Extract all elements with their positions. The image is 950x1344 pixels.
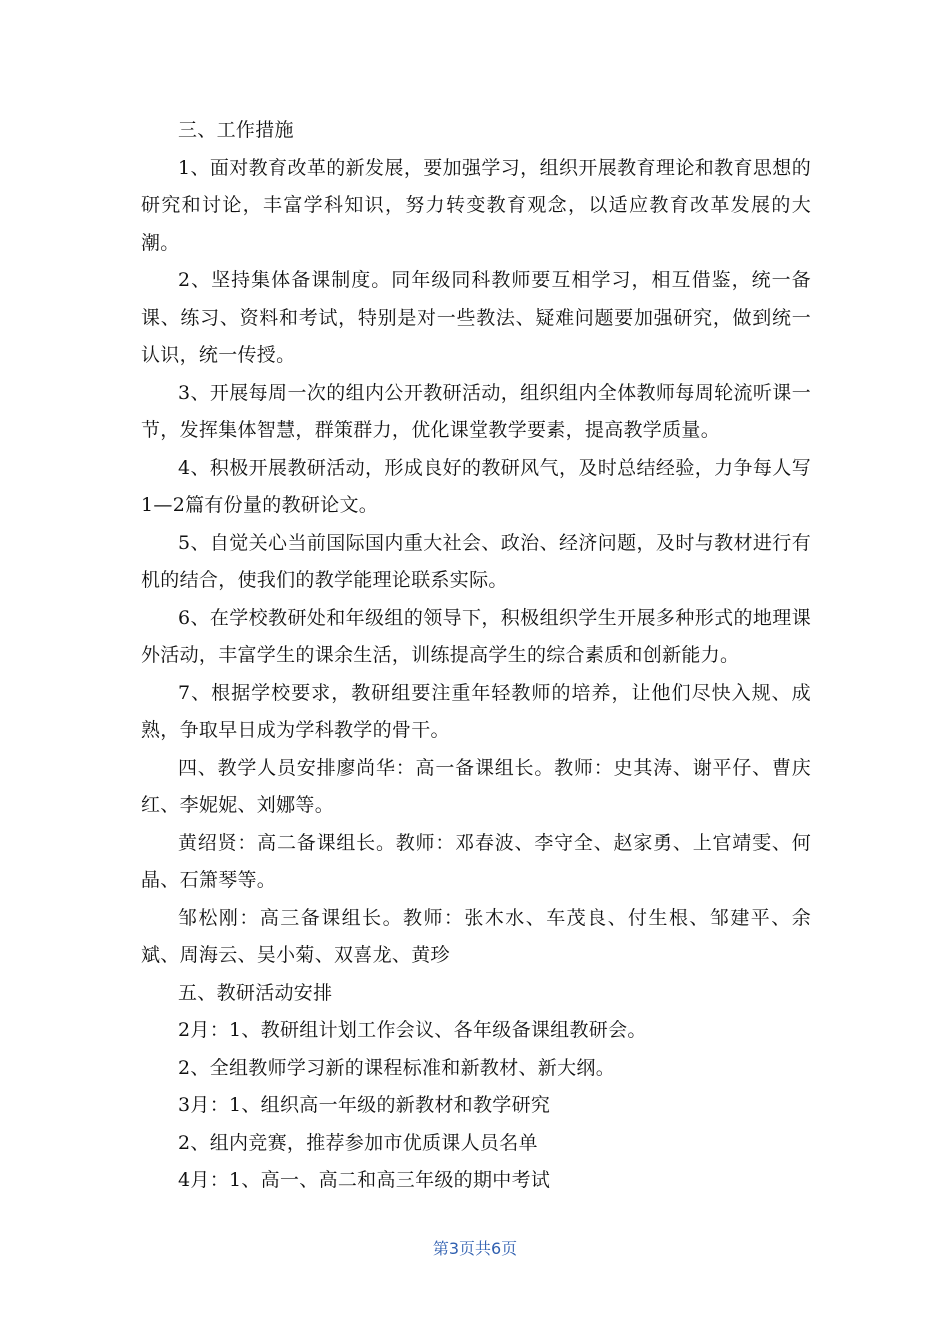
paragraph-march-2: 2、组内竞赛，推荐参加市优质课人员名单	[178, 1131, 538, 1154]
paragraph-february-1: 2月：1、教研组计划工作会议、各年级备课组教研会。	[178, 1019, 647, 1041]
document-body	[141, 112, 811, 1200]
paragraph-february-2: 2、全组教师学习新的课程标准和新教材、新大纲。	[178, 1056, 615, 1079]
paragraph-measure-7: 7、根据学校要求，教研组要注重年轻教师的培养，让他们尽快入规、成熟，争取早日成为学科教学的骨干。	[141, 681, 811, 741]
paragraph-staff-grade-1: 四、教学人员安排廖尚华：高一备课组长。教师：史其涛、谢平仔、曹庆红、李妮妮、刘娜等。	[141, 756, 811, 816]
paragraph-measure-1: 1、面对教育改革的新发展，要加强学习，组织开展教育理论和教育思想的研究和讨论，丰富学科知识，努力转变教育观念，以适应教育改革发展的大潮。	[141, 156, 811, 254]
paragraph-march-1: 3月：1、组织高一年级的新教材和教学研究	[178, 1094, 551, 1116]
section-heading-activity-schedule: 五、教研活动安排	[178, 981, 333, 1004]
paragraph-measure-4: 4、积极开展教研活动，形成良好的教研风气，及时总结经验，力争每人写1—2篇有份量的教研论文。	[141, 456, 811, 516]
paragraph-staff-grade-2: 黄绍贤：高二备课组长。教师：邓春波、李守全、赵家勇、上官靖雯、何晶、石箫琴等。	[141, 831, 811, 891]
paragraph-measure-3: 3、开展每周一次的组内公开教研活动，组织组内全体教师每周轮流听课一节，发挥集体智慧，群策群力，优化课堂教学要素，提高教学质量。	[141, 381, 811, 441]
page-number-footer: 第3页共6页	[432, 1239, 518, 1258]
paragraph-staff-grade-3: 邹松刚：高三备课组长。教师：张木水、车茂良、付生根、邹建平、余斌、周海云、吴小菊、双喜龙、黄珍	[141, 906, 811, 966]
section-heading-work-measures: 三、工作措施	[178, 119, 294, 141]
paragraph-april-1: 4月：1、高一、高二和高三年级的期中考试	[178, 1169, 551, 1191]
paragraph-measure-5: 5、自觉关心当前国际国内重大社会、政治、经济问题，及时与教材进行有机的结合，使我们的教学能理论联系实际。	[141, 531, 811, 591]
paragraph-measure-2: 2、坚持集体备课制度。同年级同科教师要互相学习，相互借鉴，统一备课、练习、资料和考试，特别是对一些教法、疑难问题要加强研究，做到统一认识，统一传授。	[141, 269, 811, 366]
paragraph-measure-6: 6、在学校教研处和年级组的领导下，积极组织学生开展多种形式的地理课外活动，丰富学生的课余生活，训练提高学生的综合素质和创新能力。	[141, 606, 811, 666]
